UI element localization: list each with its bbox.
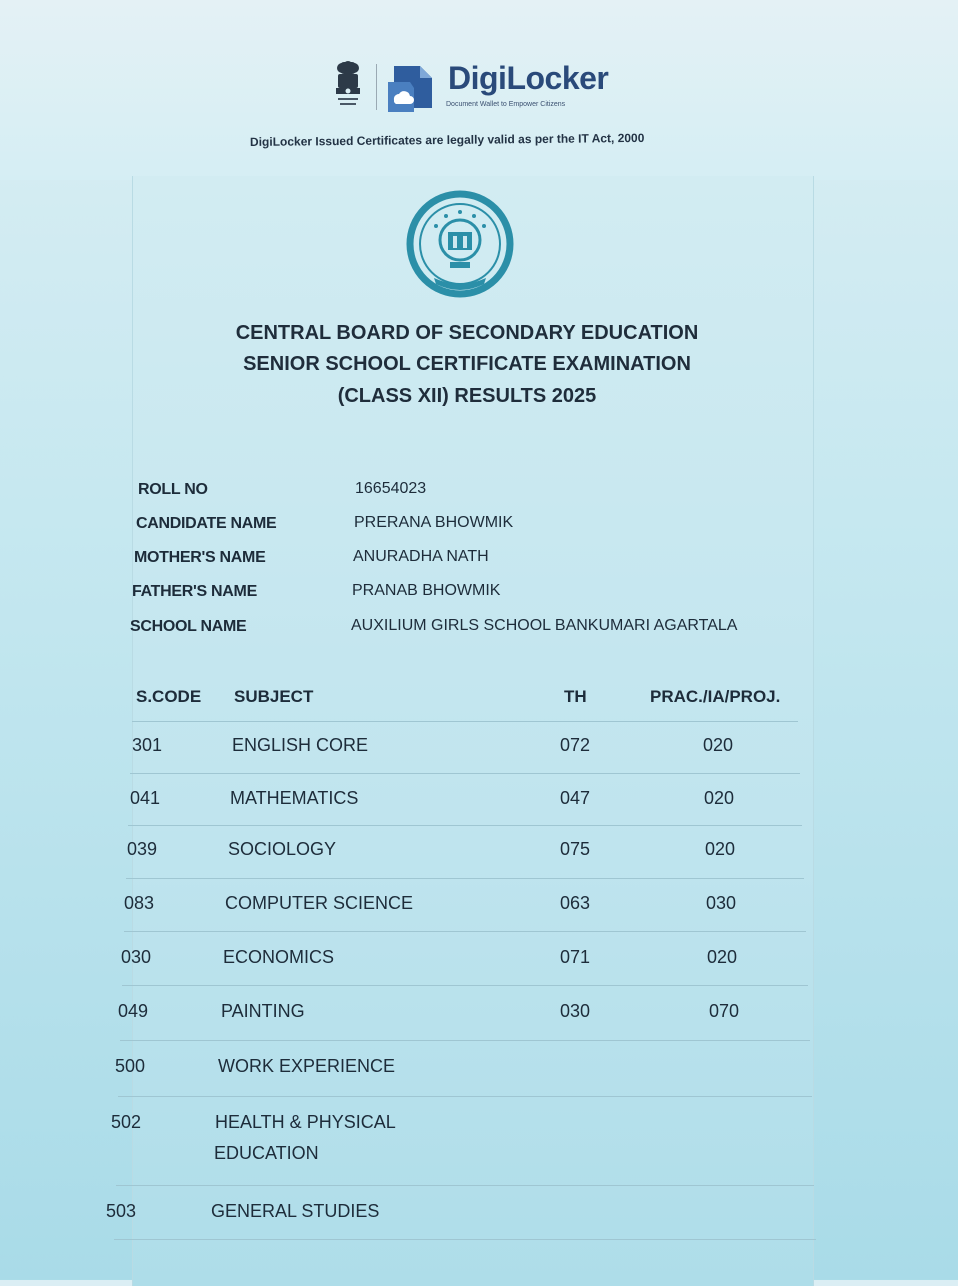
roll-no-value: 16654023 <box>355 480 427 497</box>
row-subject: ENGLISH CORE <box>232 735 369 755</box>
row-subject: GENERAL STUDIES <box>211 1201 380 1221</box>
row-code: 500 <box>115 1056 146 1076</box>
roll-no-label: ROLL NO <box>138 481 208 498</box>
father-name-label: FATHER'S NAME <box>132 583 257 600</box>
logo-divider <box>376 64 377 110</box>
row-prac: 020 <box>707 947 738 967</box>
row-subject: MATHEMATICS <box>230 788 359 808</box>
row-subject: COMPUTER SCIENCE <box>225 893 414 913</box>
legal-validity-note: DigiLocker Issued Certificates are legally valid as per the IT Act, 2000 <box>249 130 645 149</box>
col-header-th: TH <box>564 687 587 706</box>
table-rule <box>124 931 806 932</box>
col-header-code: S.CODE <box>136 687 202 706</box>
digilocker-tagline: Document Wallet to Empower Citizens <box>446 101 566 108</box>
row-prac: 030 <box>706 893 737 913</box>
row-code: 083 <box>124 893 155 913</box>
national-emblem-icon <box>330 58 366 110</box>
row-subject-line2: EDUCATION <box>214 1143 319 1163</box>
table-rule <box>120 1040 810 1041</box>
table-rule <box>126 878 804 879</box>
row-subject: HEALTH & PHYSICAL <box>215 1112 396 1132</box>
table-rule <box>122 985 808 986</box>
table-rule <box>132 721 798 722</box>
certificate-title-results: (CLASS XII) RESULTS 2025 <box>337 385 597 407</box>
row-code: 502 <box>111 1112 142 1132</box>
cbse-seal-icon <box>404 190 516 302</box>
certificate-title-exam: SENIOR SCHOOL CERTIFICATE EXAMINATION <box>243 353 691 375</box>
certificate-title-board: CENTRAL BOARD OF SECONDARY EDUCATION <box>235 322 699 344</box>
digilocker-logo-icon <box>384 60 440 114</box>
school-name-label: SCHOOL NAME <box>130 618 247 635</box>
candidate-name-label: CANDIDATE NAME <box>136 515 277 532</box>
row-th: 071 <box>560 947 591 967</box>
row-subject: PAINTING <box>221 1001 305 1021</box>
candidate-name-value: PRERANA BHOWMIK <box>354 514 514 531</box>
row-th: 030 <box>560 1001 591 1021</box>
row-prac: 070 <box>709 1001 740 1021</box>
col-header-prac: PRAC./IA/PROJ. <box>650 687 781 706</box>
row-th: 063 <box>560 893 591 913</box>
row-subject: SOCIOLOGY <box>228 839 337 859</box>
table-rule <box>130 773 800 774</box>
table-rule <box>114 1239 816 1240</box>
col-header-subject: SUBJECT <box>234 687 314 706</box>
table-rule <box>116 1185 814 1186</box>
row-code: 049 <box>118 1001 149 1021</box>
table-rule <box>118 1096 812 1097</box>
row-code: 030 <box>121 947 152 967</box>
mother-name-value: ANURADHA NATH <box>353 548 489 565</box>
row-code: 039 <box>127 839 158 859</box>
row-prac: 020 <box>704 788 735 808</box>
row-code: 503 <box>106 1201 137 1221</box>
row-code: 301 <box>132 735 163 755</box>
row-th: 047 <box>560 788 591 808</box>
row-code: 041 <box>130 788 161 808</box>
row-subject: WORK EXPERIENCE <box>218 1056 396 1076</box>
row-th: 075 <box>560 839 591 859</box>
father-name-value: PRANAB BHOWMIK <box>352 582 501 599</box>
row-th: 072 <box>560 735 591 755</box>
school-name-value: AUXILIUM GIRLS SCHOOL BANKUMARI AGARTALA <box>351 617 738 634</box>
row-prac: 020 <box>703 735 734 755</box>
table-rule <box>128 825 802 826</box>
row-subject: ECONOMICS <box>223 947 335 967</box>
row-prac: 020 <box>705 839 736 859</box>
digilocker-brand: DigiLocker <box>448 60 609 96</box>
mother-name-label: MOTHER'S NAME <box>134 549 266 566</box>
